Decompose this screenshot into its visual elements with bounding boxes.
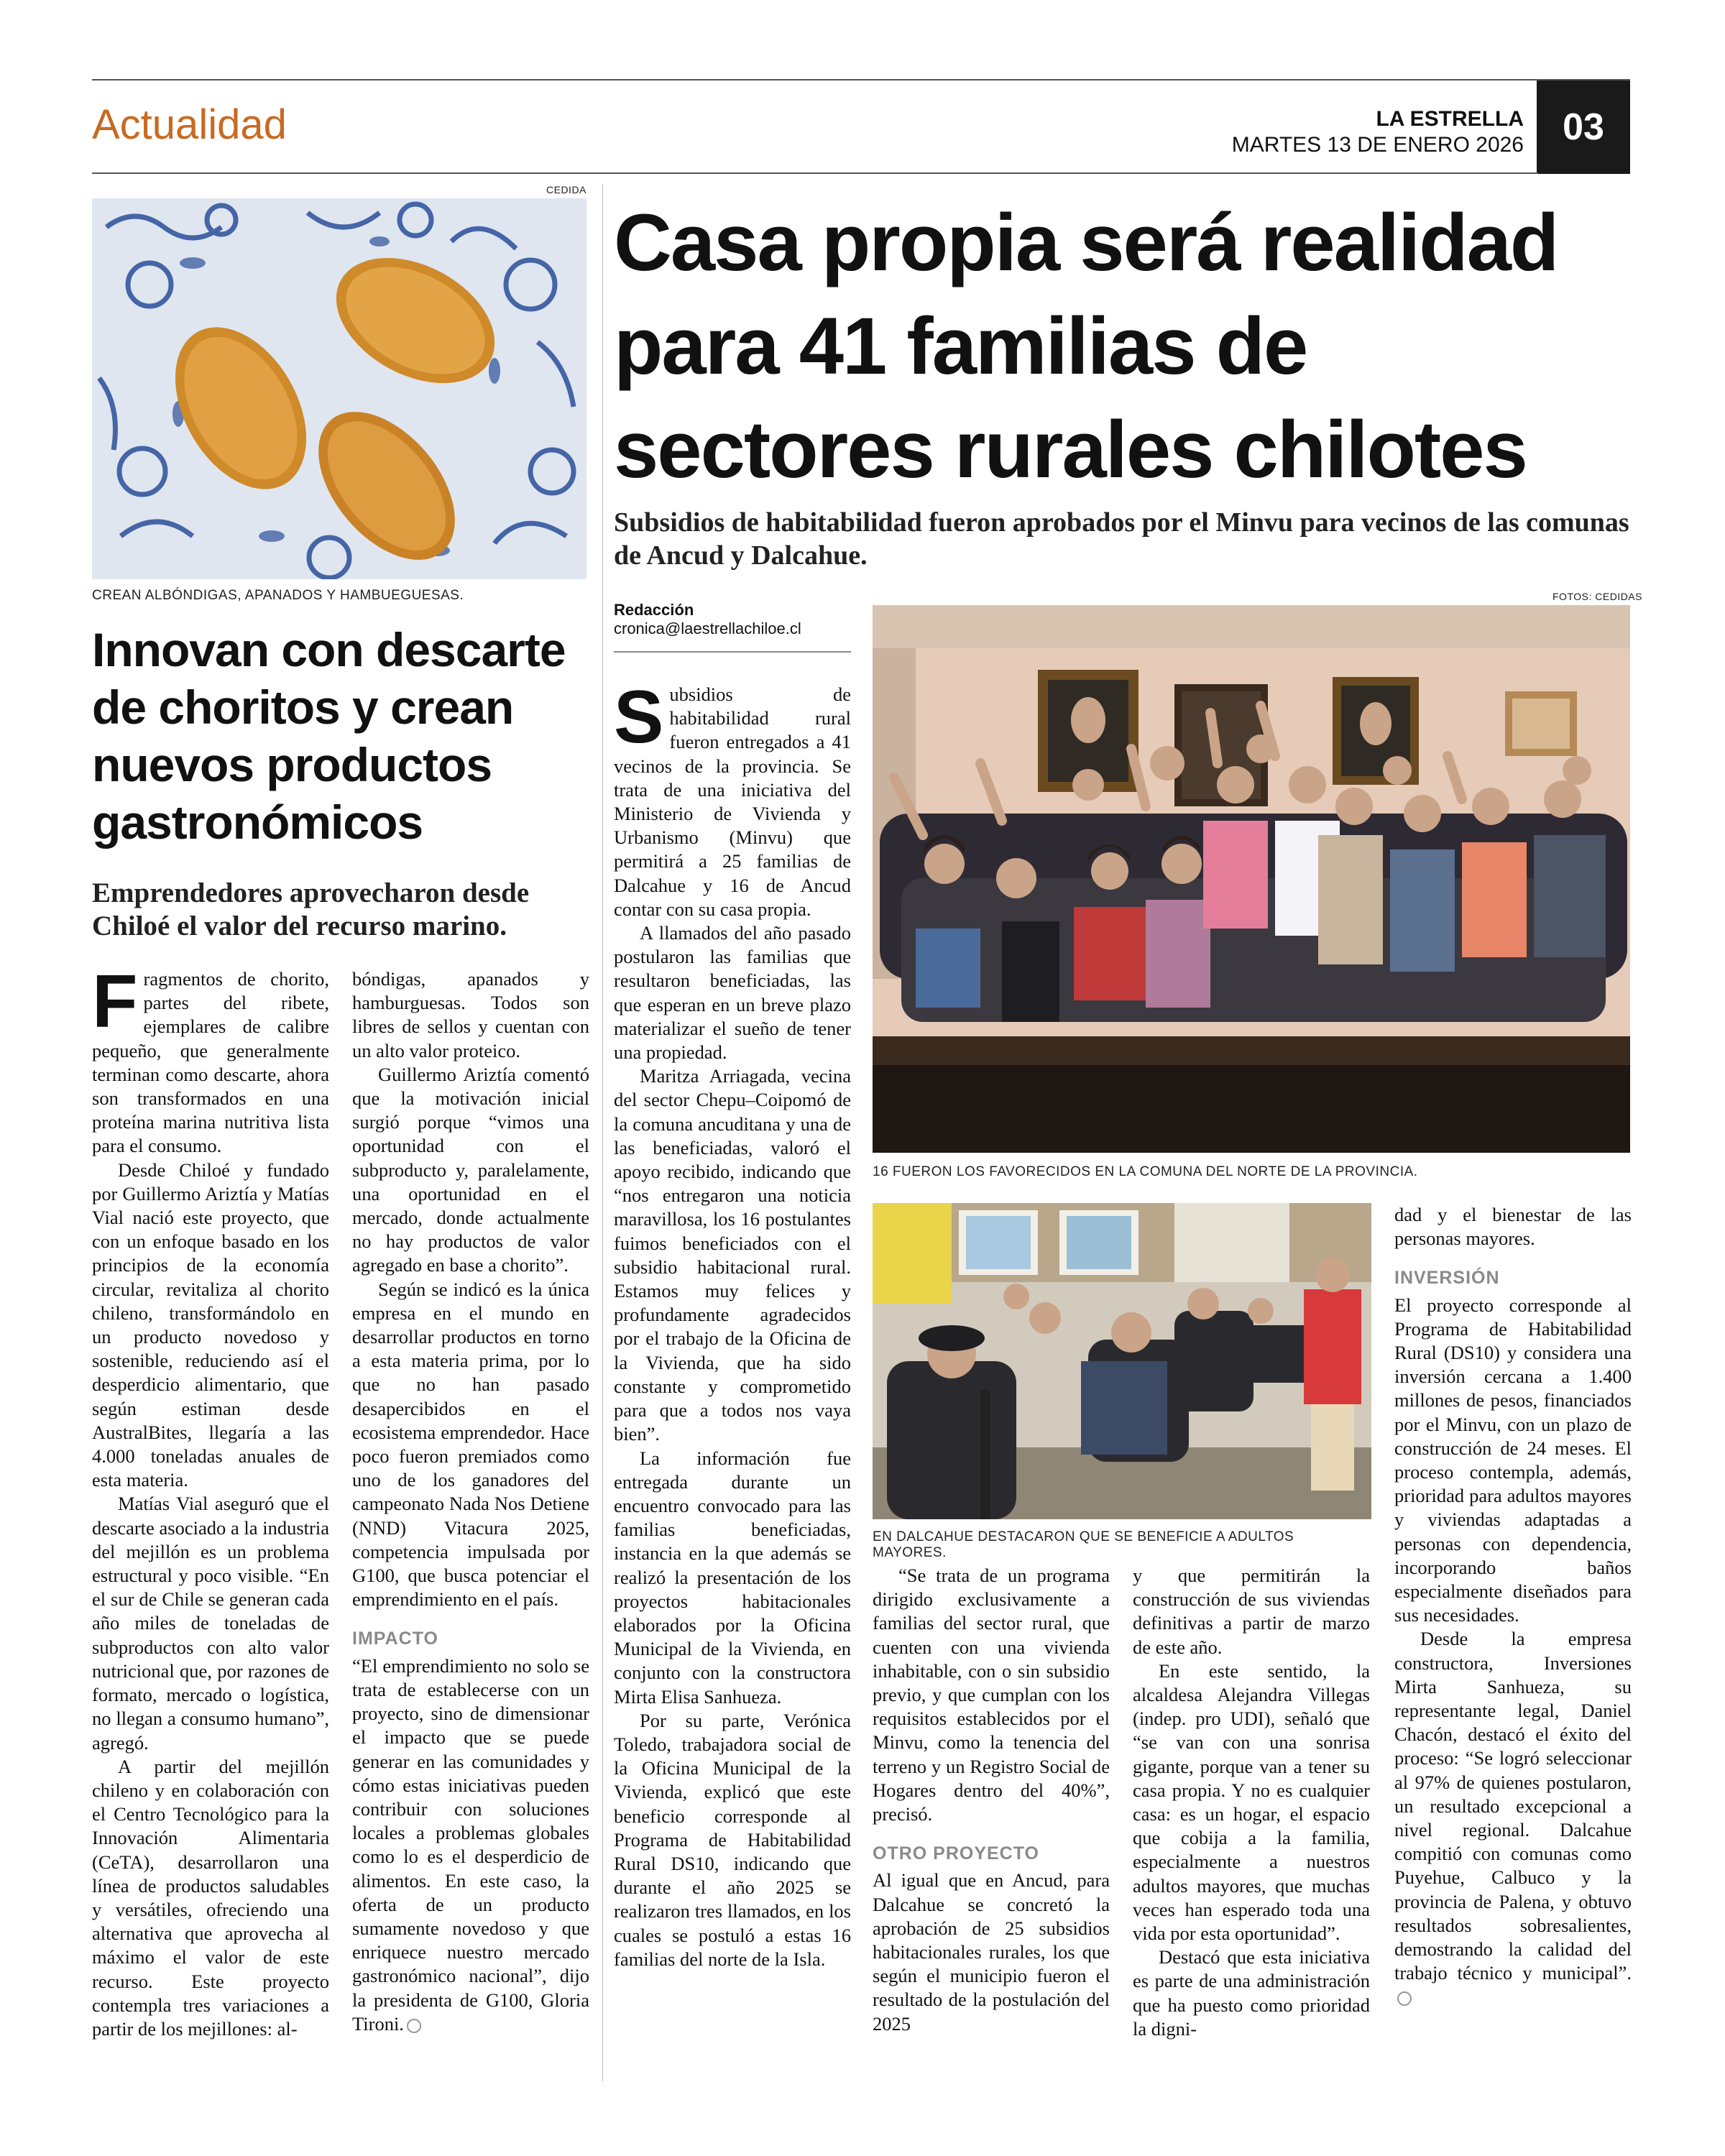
headline-line: para 41 familias de (614, 301, 1307, 391)
page-number: 03 (1537, 80, 1630, 174)
article-column (873, 1564, 1110, 2036)
audience-photo (873, 1203, 1371, 1519)
headline-line: sectores rurales chilotes (614, 405, 1527, 494)
article-subtitle: Emprendedores aprovecharon desde Chiloé el valor del recurso marino. (92, 877, 530, 941)
end-mark-icon (407, 2019, 421, 2033)
article-column (1394, 1203, 1632, 2009)
paragraph: Destacó que esta iniciativa es parte de una administración que ha puesto como prioridad la digni- (1133, 1946, 1370, 2040)
article-headline: Innovan con descarte de choritos y crean nuevos productos gastronómicos (92, 623, 566, 849)
article-column (1133, 1564, 1370, 2041)
group-photo (873, 605, 1630, 1153)
article-column (352, 967, 589, 2036)
paper-name: LA ESTRELLA (1376, 107, 1524, 131)
paragraph: Al igual que en Ancud, para Dalcahue se concretó la aprobación de 25 subsidios habitacionales rurales, los que según el municipio fueron el resultado de la postulación del 2025 (873, 1869, 1110, 2035)
paragraph: ragmentos de chorito, partes del ribete, ejemplares de calibre pequeño, que generalmente terminan como descarte, ahora son transformados en una proteína marina nutritiva lista para el consumo. (92, 968, 329, 1157)
photo-credit: FOTOS: CEDIDAS (1552, 591, 1642, 602)
paragraph: Guillermo Ariztía comentó que la motivación inicial surgió porque “vimos una oportunidad con el subproducto y, paralelamente, una oportunidad en el mercado, donde actualmente no hay productos de valor agregado en base a chorito”. (352, 1063, 589, 1276)
paragraph: “El emprendimiento no solo se trata de establecerse con un proyecto, sino de dimensionar el impacto que se puede generar en las comunidades y cómo estas iniciativas pueden contribuir con soluciones locales a problemas globales como lo es el desperdicio de alimentos. En este caso, la oferta de un producto sumamente novedoso y que enriquece nuestro mercado gastronómico nacional”, dijo la presidenta de G100, Gloria Tironi. (352, 1654, 589, 2035)
article-column (92, 960, 329, 2041)
drop-cap: S (614, 676, 664, 759)
author-email[interactable]: cronica@laestrellachiloe.cl (614, 619, 801, 637)
issue-date: MARTES 13 DE ENERO 2026 (1231, 133, 1524, 157)
byline-rule (614, 651, 851, 653)
paragraph: y que permitirán la construcción de sus viviendas definitivas a partir de marzo de este año. (1133, 1565, 1370, 1658)
paragraph: Desde Chiloé y fundado por Guillermo Ariztía y Matías Vial nació este proyecto, que con un enfoque basado en los principios de la economía circular, revitaliza al chorito chileno, transformándolo en un producto novedoso y sostenible, reduciendo así el desperdicio alimentario, que según estiman desde AustralBites, llegaría a las 4.000 toneladas anuales de esta materia. (92, 1158, 329, 1491)
end-mark-icon (1397, 1991, 1412, 2006)
headline-line: Casa propia será realidad (614, 198, 1558, 287)
top-rule (92, 79, 1630, 80)
section-label: Actualidad (92, 101, 287, 148)
paragraph: La información fue entregada durante un encuentro convocado para las familias beneficiadas, instancia en la que además se realizó la presentación de los proyectos habitacionales elaborados por la Oficina Municipal de la Vivienda, en conjunto con la constructora Mirta Elisa Sanhueza. (614, 1447, 851, 1708)
paragraph: bóndigas, apanados y hamburguesas. Todos son libres de sellos y cuentan con un alto valor proteico. (352, 968, 589, 1061)
subhead: IMPACTO (352, 1628, 438, 1649)
main-headline (614, 191, 1634, 502)
subhead: INVERSIÓN (1394, 1268, 1500, 1289)
paragraph: Matías Vial aseguró que el descarte asociado a la industria del mejillón es un problema estructural y poco visible. “En el sur de Chile se generan cada año miles de toneladas de subproductos con alto valor nutricional que, por razones de formato, mercado o logística, no llegan a consumo humano”, agregó. (92, 1493, 329, 1754)
paragraph: Maritza Arriagada, vecina del sector Chepu–Coipomó de la comuna ancuditana y una de las beneficiadas, valoró el apoyo recibido, indicando que “nos entregaron una noticia maravillosa, los 16 postulantes fuimos beneficiados con el subsidio habitacional rural. Estamos muy felices y profundamente agradecidos por el trabajo de la Oficina de la Vivienda, que ha sido constante y comprometido para que a todos nos vaya bien”. (614, 1065, 851, 1445)
drop-cap: F (92, 960, 138, 1044)
photo-credit: CEDIDA (546, 184, 586, 195)
paragraph: A llamados del año pasado postularon las familias que resultaron beneficiadas, las que esperan en un breve plazo materializar el sueño de tener una propiedad. (614, 922, 851, 1064)
paragraph: “Se trata de un programa dirigido exclusivamente a familias del sector rural, que cuenten con una vivienda inhabitable, con o sin subsidio previo, y que cumplan con los requisitos establecidos por el Minvu, como la tenencia del terreno y un Registro Social de Hogares dentro del 40%”, precisó. (873, 1565, 1110, 1825)
paragraph: En este sentido, la alcaldesa Alejandra Villegas (indep. pro UDI), señaló que “se van con una sonrisa gigante, porque van a tener su casa propia. Y no es cualquier casa: es un hogar, el espacio que cobija a la familia, especialmente a nuestros adultos mayores, que muchas veces han esperado toda una vida por esta oportunidad”. (1133, 1659, 1370, 1945)
paragraph: Desde la empresa constructora, Inversiones Mirta Sanhueza, su representante legal, Daniel Chacón, destacó el éxito del proceso: “Se logró seleccionar al 97% de quienes postularon, un resultado excepcional a nivel regional. Dalcahue compitió con comunas como Puyehue, Calbuco y la provincia de Palena, y obtuvo resultados sobresalientes, demostrando la calidad del trabajo técnico y municipal”. (1394, 1628, 1632, 1984)
croquettes-photo (92, 198, 586, 579)
byline: Redacción (614, 601, 694, 619)
header-rule (92, 172, 1538, 174)
paragraph: Por su parte, Verónica Toledo, trabajadora social de la Oficina Municipal de la Vivienda, explicó que este beneficio corresponde al Programa de Habitabilidad Rural DS10, indicando que durante el año 2025 se realizaron tres llamados, en los cuales se postuló a estas 16 familias del norte de la Isla. (614, 1709, 851, 1970)
main-subtitle: Subsidios de habitabilidad fueron aprobados por el Minvu para vecinos de las comunas de Ancud y Dalcahue. (614, 507, 1629, 571)
photo-caption: 16 FUERON LOS FAVORECIDOS EN LA COMUNA DEL NORTE DE LA PROVINCIA. (873, 1164, 1418, 1179)
subhead: OTRO PROYECTO (873, 1843, 1040, 1864)
paragraph: El proyecto corresponde al Programa de Habitabilidad Rural (DS10) y considera una inversión cercana a 1.400 millones de pesos, financiados por el Minvu, con un plazo de construcción de 24 meses. El proceso contempla, además, prioridad para adultos mayores y viviendas adaptadas a personas con dependencia, incorporando baños especialmente diseñados para sus necesidades. (1394, 1294, 1632, 1626)
column-divider (602, 184, 603, 2081)
paragraph: ubsidios de habitabilidad rural fueron entregados a 41 vecinos de la provincia. Se trata de una iniciativa del Ministerio de Vivienda y Urbanismo (Minvu) que permitirá a 25 familias de Dalcahue y 16 de Ancud contar con su casa propia. (614, 683, 851, 920)
photo-caption: EN DALCAHUE DESTACARON QUE SE BENEFICIE A ADULTOS MAYORES. (873, 1529, 1294, 1560)
article-column (614, 676, 851, 1971)
photo-caption: CREAN ALBÓNDIGAS, APANADOS Y HAMBUEGUESAS. (92, 588, 464, 603)
paragraph: dad y el bienestar de las personas mayores. (1394, 1204, 1632, 1250)
paragraph: Según se indicó es la única empresa en el mundo en desarrollar productos en torno a esta materia prima, por lo que no han pasado desapercibidos en el ecosistema emprendedor. Hace poco fueron premiados como uno de los ganadores del campeonato Nada Nos Detiene (NND) Vitacura 2025, competencia impulsada por G100, que busca potenciar el emprendimiento en el país. (352, 1278, 589, 1611)
paragraph: A partir del mejillón chileno y en colaboración con el Centro Tecnológico para la Innovación Alimentaria (CeTA), desarrollaron una línea de productos saludables y versátiles, ofreciendo una alternativa que aprovecha al máximo el valor de este recurso. Este proyecto contempla tres variaciones a partir de los mejillones: al- (92, 1755, 329, 2040)
masthead (1222, 106, 1524, 158)
